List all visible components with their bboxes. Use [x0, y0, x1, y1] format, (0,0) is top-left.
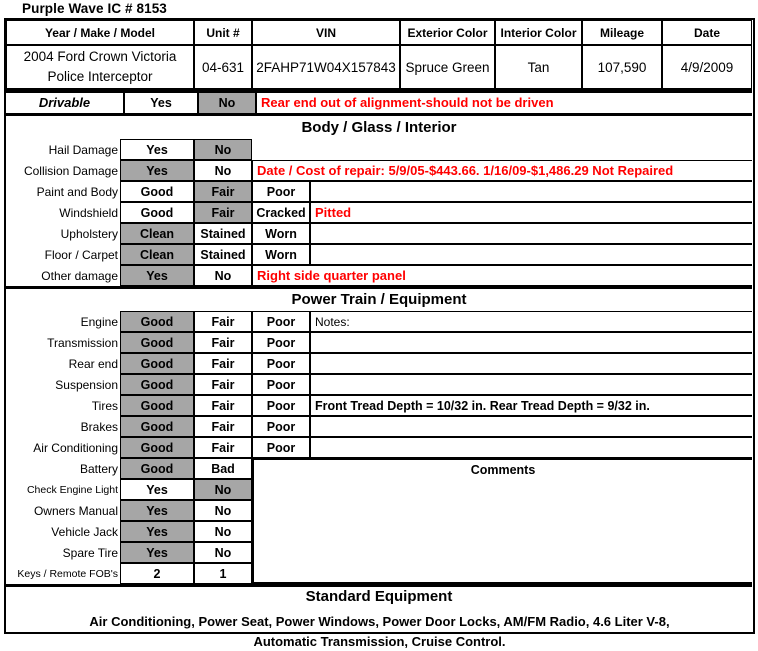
powertrain-row-option-1[interactable]: Good	[120, 332, 194, 353]
drivable-option-yes[interactable]: Yes	[124, 92, 198, 114]
powertrain-row-option-3[interactable]: Poor	[252, 374, 310, 395]
powertrain-row-option-2[interactable]: Fair	[194, 416, 252, 437]
body-row-option-3[interactable]: Poor	[252, 181, 310, 202]
equipment-row-option-2[interactable]: Bad	[194, 458, 252, 479]
body-row-option-3[interactable]: Worn	[252, 223, 310, 244]
vehicle-header-cell: Interior Color	[495, 20, 582, 45]
powertrain-row-option-1[interactable]: Good	[120, 374, 194, 395]
body-row-note[interactable]	[310, 181, 752, 202]
powertrain-row-option-2[interactable]: Fair	[194, 374, 252, 395]
body-section-heading: Body / Glass / Interior	[6, 116, 752, 139]
equipment-row-option-2[interactable]: No	[194, 500, 252, 521]
equipment-row-label: Owners Manual	[6, 500, 120, 521]
page-title: Purple Wave IC # 8153	[22, 1, 167, 16]
powertrain-row-option-2[interactable]: Fair	[194, 332, 252, 353]
vehicle-model-cell	[6, 45, 194, 89]
powertrain-row-option-3[interactable]: Poor	[252, 395, 310, 416]
equipment-row-option-2[interactable]: No	[194, 479, 252, 500]
body-row-option-1[interactable]: Yes	[120, 139, 194, 160]
vehicle-value-cell: 2FAHP71W04X157843	[252, 45, 400, 89]
body-row-option-2[interactable]: Stained	[194, 223, 252, 244]
equipment-row-option-2[interactable]: 1	[194, 563, 252, 584]
vehicle-value-cell: Spruce Green	[400, 45, 495, 89]
body-row-label: Floor / Carpet	[6, 244, 120, 265]
drivable-option-no[interactable]: No	[198, 92, 256, 114]
body-row-option-2[interactable]: Fair	[194, 181, 252, 202]
body-row-option-1[interactable]: Good	[120, 181, 194, 202]
body-row-note[interactable]: Date / Cost of repair: 5/9/05-$443.66. 1/16/09-$1,486.29 Not Repaired	[252, 160, 752, 181]
powertrain-row-note[interactable]	[310, 353, 752, 374]
body-row-label: Hail Damage	[6, 139, 120, 160]
powertrain-row-option-3[interactable]: Poor	[252, 437, 310, 458]
body-row-option-2[interactable]: Stained	[194, 244, 252, 265]
powertrain-row-note[interactable]	[310, 332, 752, 353]
body-row-label: Upholstery	[6, 223, 120, 244]
body-row-option-2[interactable]: No	[194, 160, 252, 181]
powertrain-row-option-3[interactable]: Poor	[252, 311, 310, 332]
report-frame	[4, 18, 755, 634]
model-line-2: Police Interceptor	[47, 67, 152, 87]
body-row-note[interactable]	[310, 244, 752, 265]
body-row-option-2[interactable]: No	[194, 265, 252, 286]
equipment-row-label: Keys / Remote FOB's	[6, 563, 120, 584]
equipment-row-option-1[interactable]: Yes	[120, 542, 194, 563]
standard-equipment-line-2: Automatic Transmission, Cruise Control.	[6, 632, 753, 651]
powertrain-row-label: Tires	[6, 395, 120, 416]
powertrain-row-label: Engine	[6, 311, 120, 332]
body-row-note[interactable]: Right side quarter panel	[252, 265, 752, 286]
body-row-option-2[interactable]: No	[194, 139, 252, 160]
equipment-row-option-1[interactable]: Yes	[120, 521, 194, 542]
body-row-option-1[interactable]: Good	[120, 202, 194, 223]
powertrain-row-label: Air Conditioning	[6, 437, 120, 458]
vehicle-header-cell: Exterior Color	[400, 20, 495, 45]
powertrain-row-note[interactable]	[310, 437, 752, 458]
body-row-option-2[interactable]: Fair	[194, 202, 252, 223]
standard-equipment-line-1: Air Conditioning, Power Seat, Power Windows, Power Door Locks, AM/FM Radio, 4.6 Liter V-8,	[6, 612, 753, 632]
drivable-note: Rear end out of alignment-should not be driven	[256, 92, 752, 114]
body-row-option-3[interactable]: Worn	[252, 244, 310, 265]
powertrain-row-note[interactable]	[310, 374, 752, 395]
equipment-row-option-2[interactable]: No	[194, 521, 252, 542]
vehicle-header-cell: Unit #	[194, 20, 252, 45]
powertrain-row-option-2[interactable]: Fair	[194, 437, 252, 458]
standard-equipment-heading: Standard Equipment	[6, 585, 752, 607]
body-row-label: Other damage	[6, 265, 120, 286]
powertrain-row-option-1[interactable]: Good	[120, 416, 194, 437]
body-row-note[interactable]	[310, 223, 752, 244]
powertrain-row-option-2[interactable]: Fair	[194, 395, 252, 416]
body-row-label: Collision Damage	[6, 160, 120, 181]
body-row-label: Paint and Body	[6, 181, 120, 202]
vehicle-value-cell: 107,590	[582, 45, 662, 89]
powertrain-row-note[interactable]	[310, 416, 752, 437]
vehicle-header-cell: Year / Make / Model	[6, 20, 194, 45]
powertrain-row-option-3[interactable]: Poor	[252, 416, 310, 437]
body-row-label: Windshield	[6, 202, 120, 223]
powertrain-row-option-2[interactable]: Fair	[194, 311, 252, 332]
equipment-row-option-1[interactable]: Yes	[120, 479, 194, 500]
vehicle-header-cell: Date	[662, 20, 752, 45]
powertrain-row-note[interactable]: Front Tread Depth = 10/32 in. Rear Tread Depth = 9/32 in.	[310, 395, 752, 416]
standard-equipment-list	[6, 612, 753, 651]
equipment-row-option-1[interactable]: Yes	[120, 500, 194, 521]
body-row-option-1[interactable]: Yes	[120, 160, 194, 181]
powertrain-row-option-1[interactable]: Good	[120, 353, 194, 374]
model-line-1: 2004 Ford Crown Victoria	[24, 47, 177, 67]
powertrain-row-label: Rear end	[6, 353, 120, 374]
body-row-note[interactable]: Pitted	[310, 202, 752, 223]
equipment-row-label: Check Engine Light	[6, 479, 120, 500]
equipment-row-option-1[interactable]: Good	[120, 458, 194, 479]
body-row-option-1[interactable]: Clean	[120, 244, 194, 265]
powertrain-section-heading: Power Train / Equipment	[6, 288, 752, 311]
body-row-option-3[interactable]: Cracked	[252, 202, 310, 223]
equipment-row-label: Battery	[6, 458, 120, 479]
powertrain-row-option-2[interactable]: Fair	[194, 353, 252, 374]
equipment-row-label: Spare Tire	[6, 542, 120, 563]
vehicle-value-cell: Tan	[495, 45, 582, 89]
powertrain-row-label: Brakes	[6, 416, 120, 437]
powertrain-row-option-1[interactable]: Good	[120, 437, 194, 458]
vehicle-value-cell: 4/9/2009	[662, 45, 752, 89]
vehicle-header-cell: Mileage	[582, 20, 662, 45]
drivable-label: Drivable	[6, 92, 124, 114]
powertrain-row-option-1[interactable]: Good	[120, 395, 194, 416]
equipment-row-option-1[interactable]: 2	[120, 563, 194, 584]
body-row-option-1[interactable]: Yes	[120, 265, 194, 286]
vehicle-value-cell: 04-631	[194, 45, 252, 89]
powertrain-row-option-3[interactable]: Poor	[252, 332, 310, 353]
equipment-row-option-2[interactable]: No	[194, 542, 252, 563]
body-row-option-1[interactable]: Clean	[120, 223, 194, 244]
equipment-row-label: Vehicle Jack	[6, 521, 120, 542]
powertrain-row-label: Suspension	[6, 374, 120, 395]
vehicle-header-cell: VIN	[252, 20, 400, 45]
comments-box[interactable]: Comments	[252, 458, 752, 584]
powertrain-row-label: Transmission	[6, 332, 120, 353]
powertrain-row-note[interactable]: Notes:	[310, 311, 752, 332]
powertrain-row-option-1[interactable]: Good	[120, 311, 194, 332]
powertrain-row-option-3[interactable]: Poor	[252, 353, 310, 374]
